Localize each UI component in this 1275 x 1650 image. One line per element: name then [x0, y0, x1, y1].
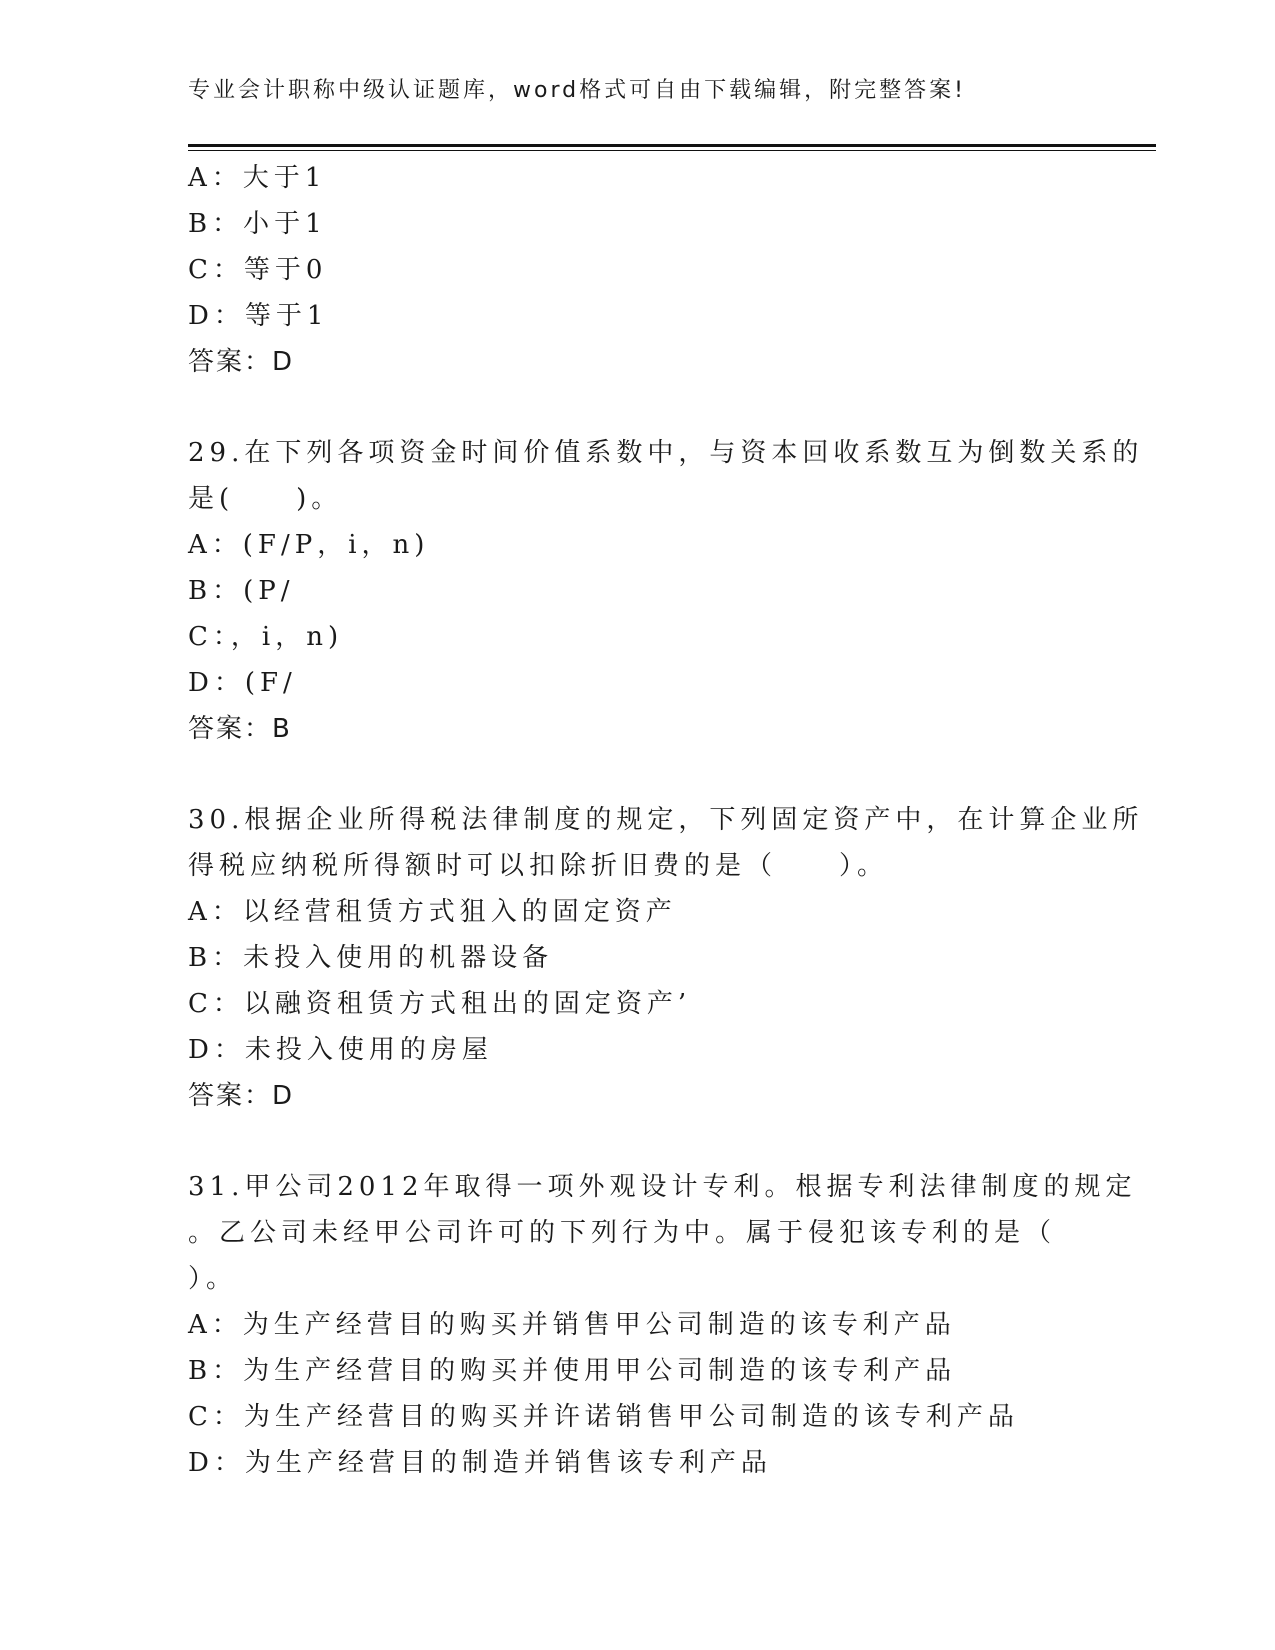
- option-d: D：(F/: [188, 668, 297, 698]
- question-30: [188, 797, 1144, 1119]
- question-gap: [188, 752, 1108, 797]
- question-28: [188, 155, 1108, 385]
- header-rule-thick: [188, 144, 1156, 147]
- option-b: B：为生产经营目的购买并使用甲公司制造的该专利产品: [188, 1356, 957, 1386]
- option-d: D：未投入使用的房屋: [188, 1035, 493, 1065]
- option-b: B：小于1: [188, 209, 327, 239]
- answer-line: 答案：D: [188, 1081, 295, 1111]
- question-gap: [188, 1119, 1108, 1164]
- option-b: B：未投入使用的机器设备: [188, 943, 554, 973]
- option-b: B：(P/: [188, 576, 295, 606]
- question-29: [188, 430, 1144, 752]
- option-d: D：等于1: [188, 301, 329, 331]
- question-gap: [188, 385, 1108, 430]
- option-d: D：为生产经营目的制造并销售该专利产品: [188, 1448, 772, 1478]
- question-stem-line: 29.在下列各项资金时间价值系数中，与资本回收系数互为倒数关系的: [188, 438, 1144, 468]
- option-c: C：等于0: [188, 255, 328, 285]
- option-a: A：以经营租赁方式狙入的固定资产: [188, 897, 677, 927]
- question-stem-line: 。乙公司未经甲公司许可的下列行为中。属于侵犯该专利的是（: [188, 1218, 1057, 1248]
- option-a: A：(F/P，i，n): [188, 530, 430, 560]
- option-a: A：大于1: [188, 163, 327, 193]
- option-c: C：为生产经营目的购买并许诺销售甲公司制造的该专利产品: [188, 1402, 1019, 1432]
- question-stem-line: 30.根据企业所得税法律制度的规定，下列固定资产中，在计算企业所: [188, 805, 1144, 835]
- question-stem-line: 31.甲公司2012年取得一项外观设计专利。根据专利法律制度的规定: [188, 1172, 1137, 1202]
- answer-line: 答案：B: [188, 714, 292, 744]
- question-stem-line: 是( )。: [188, 484, 343, 514]
- page-header: 专业会计职称中级认证题库，word格式可自由下载编辑，附完整答案!: [188, 78, 966, 103]
- answer-line: 答案：D: [188, 347, 295, 377]
- option-c: C：以融资租赁方式租出的固定资产’: [188, 989, 692, 1019]
- question-stem-line: ）。: [188, 1264, 238, 1294]
- option-c: C：，i，n): [188, 622, 344, 652]
- header-rule-thin: [188, 150, 1156, 151]
- question-31: [188, 1164, 1137, 1486]
- question-stem-line: 得税应纳税所得额时可以扣除折旧费的是（ ）。: [188, 851, 889, 881]
- question-content: [188, 155, 1144, 1486]
- option-a: A：为生产经营目的购买并销售甲公司制造的该专利产品: [188, 1310, 956, 1340]
